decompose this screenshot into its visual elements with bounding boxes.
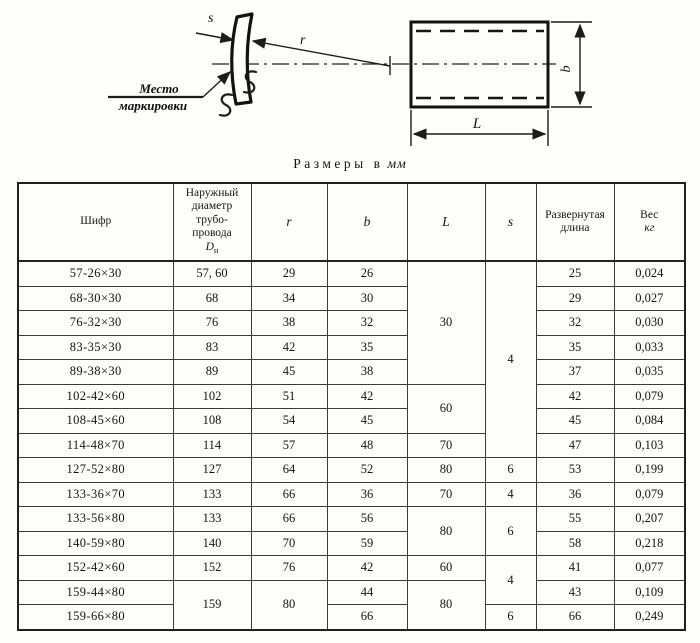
- table-cell: 83: [173, 335, 251, 360]
- table-cell: 42: [536, 384, 614, 409]
- table-cell: 76: [173, 311, 251, 336]
- table-cell: 47: [536, 433, 614, 458]
- table-cell: 41: [536, 556, 614, 581]
- col-header-diameter-line: провода: [192, 227, 232, 240]
- table-cell: 159-44×80: [18, 580, 173, 605]
- col-header-weight-unit: кг: [644, 222, 655, 234]
- table-cell: 66: [251, 507, 327, 532]
- table-cell: 32: [327, 311, 407, 336]
- table-row: [18, 433, 685, 458]
- table-cell: 38: [251, 311, 327, 336]
- table-cell: 89: [173, 360, 251, 385]
- col-header-diameter-symbol: [174, 241, 251, 258]
- table-cell: 80: [251, 580, 327, 630]
- table-cell: 0,218: [614, 531, 685, 556]
- table-cell: 60: [407, 384, 485, 433]
- table-cell: 70: [407, 433, 485, 458]
- table-cell: 68: [173, 286, 251, 311]
- table-row: [18, 409, 685, 434]
- table-cell: 38: [327, 360, 407, 385]
- table-cell: 0,249: [614, 605, 685, 630]
- table-cell: 4: [485, 482, 536, 507]
- table-cell: 30: [407, 261, 485, 384]
- table-cell: 57: [251, 433, 327, 458]
- table-cell: 37: [536, 360, 614, 385]
- break-mark-left: [220, 94, 232, 115]
- col-header-diameter: [173, 183, 251, 261]
- table-cell: 35: [327, 335, 407, 360]
- radius-line: [253, 41, 390, 66]
- marking-label-line2: маркировки: [118, 98, 188, 113]
- dimensions-table: [17, 182, 686, 631]
- table-cell: 0,030: [614, 311, 685, 336]
- table-cell: 54: [251, 409, 327, 434]
- table-cell: 4: [485, 261, 536, 458]
- table-row: [18, 507, 685, 532]
- table-cell: 127-52×80: [18, 458, 173, 483]
- table-cell: 34: [251, 286, 327, 311]
- table-cell: 6: [485, 507, 536, 556]
- table-cell: 114: [173, 433, 251, 458]
- table-row: [18, 580, 685, 605]
- table-cell: 59: [327, 531, 407, 556]
- table-cell: 89-38×30: [18, 360, 173, 385]
- table-cell: 80: [407, 458, 485, 483]
- table-cell: 66: [327, 605, 407, 630]
- table-cell: 53: [536, 458, 614, 483]
- diameter-symbol: D: [205, 240, 214, 253]
- table-cell: 0,035: [614, 360, 685, 385]
- table-cell: 55: [536, 507, 614, 532]
- table-cell: 29: [536, 286, 614, 311]
- table-cell: 80: [407, 507, 485, 556]
- callout-leader: [203, 72, 230, 97]
- table-cell: 133: [173, 482, 251, 507]
- table-cell: 159-66×80: [18, 605, 173, 630]
- col-header-diameter-line: Наружный: [185, 186, 239, 199]
- table-cell: 108-45×60: [18, 409, 173, 434]
- s-arrow: [196, 33, 233, 40]
- table-cell: 133: [173, 507, 251, 532]
- table-cell: 45: [536, 409, 614, 434]
- table-title-text: Размеры в: [293, 156, 384, 171]
- table-row: [18, 360, 685, 385]
- col-header-developed-length: [536, 183, 614, 261]
- table-cell: 57-26×30: [18, 261, 173, 286]
- table-cell: 80: [407, 580, 485, 630]
- col-header-developed-length-line: длина: [560, 222, 590, 234]
- table-cell: 140: [173, 531, 251, 556]
- r-label: r: [300, 33, 306, 48]
- col-header-developed-length-line: Развернутая: [545, 208, 605, 221]
- table-row: [18, 311, 685, 336]
- col-header-b: b: [327, 183, 407, 261]
- table-cell: 66: [536, 605, 614, 630]
- table-cell: 60: [407, 556, 485, 581]
- col-header-diameter-line: трубо-: [196, 213, 228, 226]
- table-cell: 4: [485, 556, 536, 605]
- table-row: [18, 335, 685, 360]
- table-cell: 66: [251, 482, 327, 507]
- L-label: L: [472, 116, 482, 132]
- table-cell: 152: [173, 556, 251, 581]
- table-cell: 127: [173, 458, 251, 483]
- table-cell: 45: [251, 360, 327, 385]
- table-row: [18, 384, 685, 409]
- curved-plate: [232, 14, 252, 104]
- col-header-shifr: Шифр: [18, 183, 173, 261]
- col-header-s: s: [485, 183, 536, 261]
- col-header-weight-line: Вес: [640, 208, 659, 221]
- col-header-diameter-line: диаметр: [191, 200, 233, 213]
- table-cell: 44: [327, 580, 407, 605]
- table-cell: 64: [251, 458, 327, 483]
- table-cell: 0,027: [614, 286, 685, 311]
- table-cell: 0,033: [614, 335, 685, 360]
- table-cell: 102: [173, 384, 251, 409]
- table-row: [18, 286, 685, 311]
- table-row: [18, 482, 685, 507]
- table-cell: 43: [536, 580, 614, 605]
- table-cell: 25: [536, 261, 614, 286]
- table-cell: 0,199: [614, 458, 685, 483]
- table-cell: 133-56×80: [18, 507, 173, 532]
- table-cell: 48: [327, 433, 407, 458]
- table-cell: 35: [536, 335, 614, 360]
- table-header-row: [18, 183, 685, 261]
- table-cell: 42: [327, 384, 407, 409]
- col-header-r: r: [251, 183, 327, 261]
- table-cell: 32: [536, 311, 614, 336]
- table-cell: 57, 60: [173, 261, 251, 286]
- table-title-unit: мм: [387, 156, 407, 171]
- table-cell: 29: [251, 261, 327, 286]
- table-row: [18, 556, 685, 581]
- table-cell: 102-42×60: [18, 384, 173, 409]
- table-cell: 6: [485, 458, 536, 483]
- diameter-subscript: н: [213, 244, 219, 255]
- table-row: [18, 261, 685, 286]
- table-cell: 152-42×60: [18, 556, 173, 581]
- table-cell: 0,109: [614, 580, 685, 605]
- table-cell: 76: [251, 556, 327, 581]
- technical-drawing: [0, 0, 700, 152]
- table-cell: 0,077: [614, 556, 685, 581]
- table-cell: 70: [251, 531, 327, 556]
- s-label: s: [208, 11, 214, 26]
- table-cell: 83-35×30: [18, 335, 173, 360]
- table-cell: 133-36×70: [18, 482, 173, 507]
- table-row: [18, 531, 685, 556]
- table-cell: 45: [327, 409, 407, 434]
- table-cell: 0,084: [614, 409, 685, 434]
- table-cell: 56: [327, 507, 407, 532]
- table-cell: 6: [485, 605, 536, 630]
- table-cell: 76-32×30: [18, 311, 173, 336]
- table-cell: 0,079: [614, 384, 685, 409]
- col-header-weight: [614, 183, 685, 261]
- table-row: [18, 458, 685, 483]
- table-cell: 140-59×80: [18, 531, 173, 556]
- marking-label-line1: Место: [139, 81, 179, 96]
- table-cell: 52: [327, 458, 407, 483]
- table-cell: 70: [407, 482, 485, 507]
- table-cell: 36: [327, 482, 407, 507]
- table-cell: 42: [251, 335, 327, 360]
- table-body: [18, 261, 685, 630]
- table-cell: 42: [327, 556, 407, 581]
- table-cell: 30: [327, 286, 407, 311]
- table-cell: 159: [173, 580, 251, 630]
- table-cell: 114-48×70: [18, 433, 173, 458]
- col-header-L: L: [407, 183, 485, 261]
- table-cell: 108: [173, 409, 251, 434]
- table-cell: 0,024: [614, 261, 685, 286]
- table-cell: 51: [251, 384, 327, 409]
- table-cell: 0,103: [614, 433, 685, 458]
- b-label: b: [559, 65, 574, 73]
- table-cell: 26: [327, 261, 407, 286]
- table-cell: 58: [536, 531, 614, 556]
- table-cell: 0,079: [614, 482, 685, 507]
- table-cell: 36: [536, 482, 614, 507]
- table-cell: 0,207: [614, 507, 685, 532]
- table-title: [0, 156, 700, 172]
- table-cell: 68-30×30: [18, 286, 173, 311]
- table-row: [18, 605, 685, 630]
